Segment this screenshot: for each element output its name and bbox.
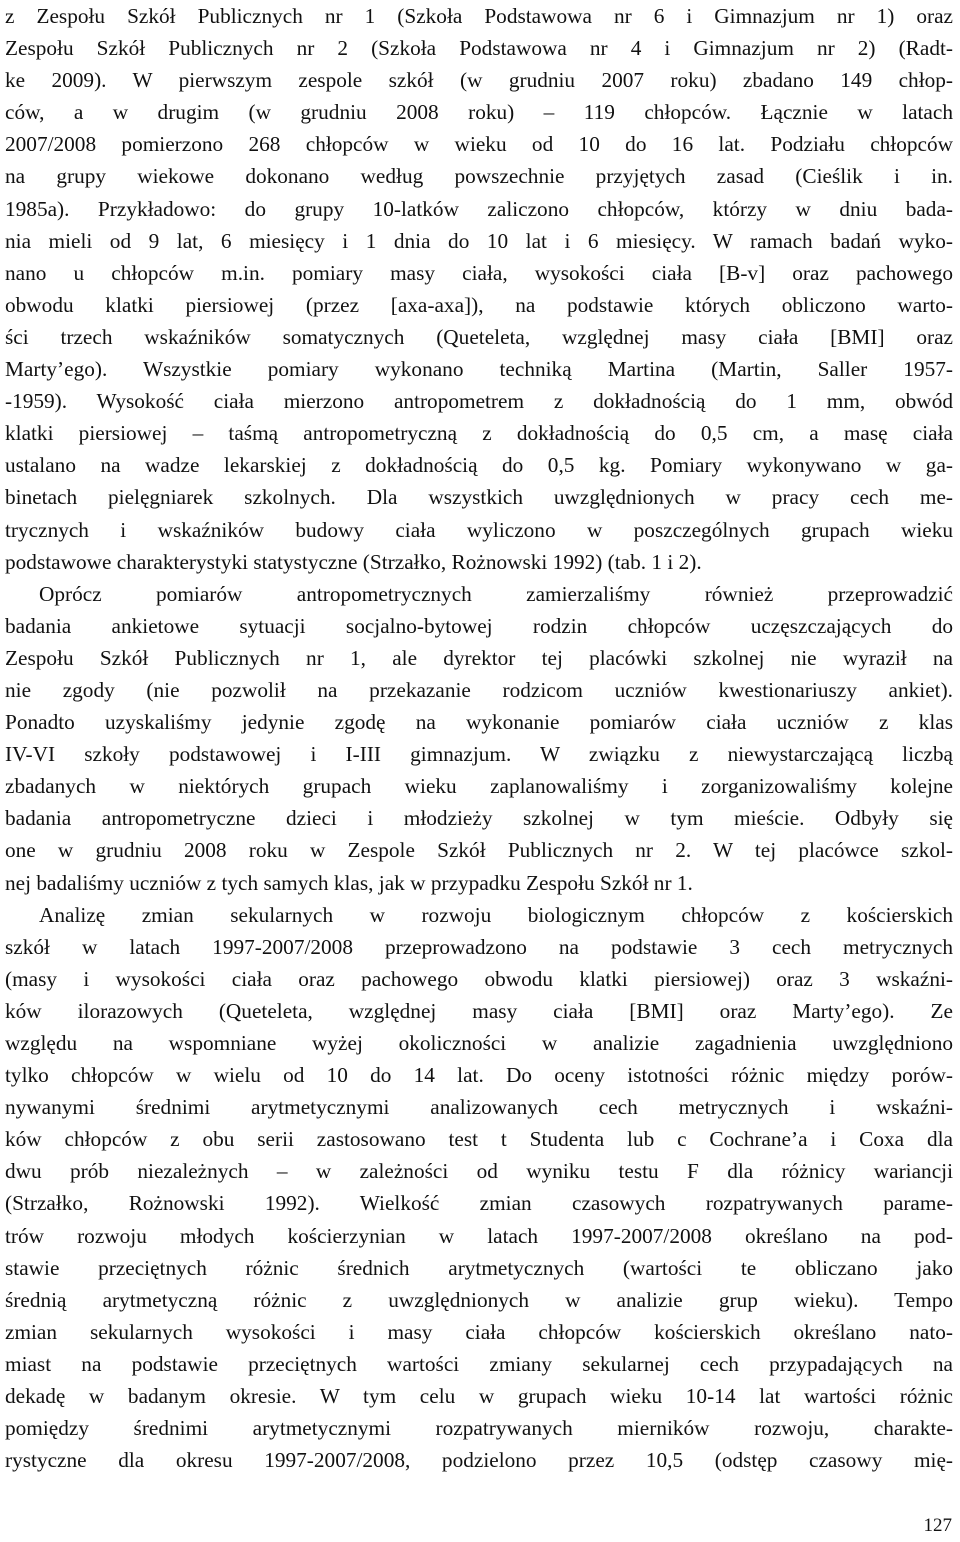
text-line: dwu prób niezależnych – w zależności od wyniku testu F dla różnicy wariancji: [5, 1159, 953, 1184]
text-line: względu na wspomniane wyżej okoliczności w analizie zagadnienia uwzględniono: [5, 1031, 953, 1055]
body-text: [5, 0, 953, 1476]
text-line: nej badaliśmy uczniów z tych samych klas, jak w przypadku Zespołu Szkół nr 1.: [5, 870, 693, 895]
page-number: 127: [923, 1515, 952, 1536]
text-line: ustalano na wadze lekarskiej z dokładnością do 0,5 kg. Pomiary wykonywano w ga-: [5, 453, 953, 478]
text-line: ke 2009). W pierwszym zespole szkół (w grudniu 2007 roku) zbadano 149 chłop-: [5, 68, 953, 93]
text-line: pomiędzy średnimi arytmetycznymi rozpatrywanych mierników rozwoju, charakte-: [5, 1416, 953, 1441]
text-line: 1985a). Przykładowo: do grupy 10-latków zaliczono chłopców, którzy w dniu bada-: [5, 196, 953, 221]
text-line: zbadanych w niektórych grupach wieku zaplanowaliśmy i zorganizowaliśmy kolejne: [5, 774, 953, 799]
text-line: trycznych i wskaźników budowy ciała wyliczono w poszczególnych grupach wieku: [5, 517, 953, 542]
text-line: średnią arytmetyczną różnic z uwzględnionych w analizie grup wieku). Tempo: [5, 1287, 953, 1312]
text-line: zmian sekularnych wysokości i masy ciała chłopców kościerskich określano nato-: [5, 1319, 953, 1344]
text-line: podstawowe charakterystyki statystyczne (Strzałko, Rożnowski 1992) (tab. 1 i 2).: [5, 549, 702, 574]
text-line: ków ilorazowych (Queteleta, względnej masy ciała [BMI] oraz Marty’ego). Ze: [5, 998, 953, 1023]
text-line: obwodu klatki piersiowej (przez [axa-axa]), na podstawie których obliczono warto-: [5, 292, 953, 317]
text-line: dekadę w badanym okresie. W tym celu w grupach wieku 10-14 lat wartości różnic: [5, 1384, 953, 1409]
text-line: ków chłopców z obu serii zastosowano test t Studenta lub c Cochrane’a i Coxa dla: [5, 1127, 953, 1152]
text-line: klatki piersiowej – taśmą antropometryczną z dokładnością do 0,5 cm, a masę ciała: [5, 421, 953, 446]
text-line: Marty’ego). Wszystkie pomiary wykonano techniką Martina (Martin, Saller 1957-: [5, 357, 953, 382]
text-line: binetach pielęgniarek szkolnych. Dla wszystkich uwzględnionych w pracy cech me-: [5, 485, 953, 510]
text-line: trów rozwoju młodych kościerzynian w latach 1997-2007/2008 określano na pod-: [5, 1223, 953, 1248]
paragraph: [5, 0, 953, 578]
text-line: Analizę zmian sekularnych w rozwoju biologicznym chłopców z kościerskich: [39, 902, 953, 927]
text-line: nywanymi średnimi arytmetycznymi analizowanych cech metrycznych i wskaźni-: [5, 1095, 953, 1120]
text-line: one w grudniu 2008 roku w Zespole Szkół Publicznych nr 2. W tej placówce szkol-: [5, 838, 953, 863]
text-line: Zespołu Szkół Publicznych nr 2 (Szkoła Podstawowa nr 4 i Gimnazjum nr 2) (Radt-: [5, 36, 953, 61]
text-line: miast na podstawie przeciętnych wartości zmiany sekularnej cech przypadających na: [5, 1351, 953, 1376]
text-line: tylko chłopców w wielu od 10 do 14 lat. Do oceny istotności różnic między porów-: [5, 1063, 953, 1088]
text-line: nia mieli od 9 lat, 6 miesięcy i 1 dnia do 10 lat i 6 miesięcy. W ramach badań wyko-: [5, 228, 953, 253]
text-line: Oprócz pomiarów antropometrycznych zamierzaliśmy również przeprowadzić: [39, 581, 953, 606]
text-line: nano u chłopców m.in. pomiary masy ciała, wysokości ciała [B-v] oraz pachowego: [5, 260, 953, 285]
text-line: Zespołu Szkół Publicznych nr 1, ale dyrektor tej placówki szkolnej nie wyraził na: [5, 645, 953, 670]
text-line: na grupy wiekowe dokonano według powszechnie przyjętych zasad (Cieślik i in.: [5, 164, 953, 189]
text-line: stawie przeciętnych różnic średnich arytmetycznych (wartości te obliczano jako: [5, 1255, 953, 1280]
paragraph: [5, 899, 953, 1477]
text-line: ców, a w drugim (w grudniu 2008 roku) – 119 chłopców. Łącznie w latach: [5, 100, 953, 125]
text-line: (Strzałko, Rożnowski 1992). Wielkość zmian czasowych rozpatrywanych parame-: [5, 1191, 953, 1216]
document-page: [5, 0, 953, 1476]
paragraph: [5, 578, 953, 899]
text-line: badania ankietowe sytuacji socjalno-bytowej rodzin chłopców uczęszczających do: [5, 613, 953, 638]
text-line: nie zgody (nie pozwolił na przekazanie rodzicom uczniów kwestionariuszy ankiet).: [5, 677, 953, 702]
text-line: -1959). Wysokość ciała mierzono antropometrem z dokładnością do 1 mm, obwód: [5, 389, 953, 414]
text-line: szkół w latach 1997-2007/2008 przeprowadzono na podstawie 3 cech metrycznych: [5, 934, 953, 959]
text-line: IV-VI szkoły podstawowej i I-III gimnazjum. W związku z niewystarczającą liczbą: [5, 742, 953, 767]
text-line: (masy i wysokości ciała oraz pachowego obwodu klatki piersiowej) oraz 3 wskaźni-: [5, 966, 953, 991]
text-line: ści trzech wskaźników somatycznych (Queteleta, względnej masy ciała [BMI] oraz: [5, 324, 953, 349]
text-line: 2007/2008 pomierzono 268 chłopców w wieku od 10 do 16 lat. Podziału chłopców: [5, 132, 953, 157]
text-line: Ponadto uzyskaliśmy jedynie zgodę na wykonanie pomiarów ciała uczniów z klas: [5, 710, 953, 735]
text-line: badania antropometryczne dzieci i młodzieży szkolnej w tym mieście. Odbyły się: [5, 806, 953, 831]
text-line: rystyczne dla okresu 1997-2007/2008, podzielono przez 10,5 (odstęp czasowy mię-: [5, 1448, 953, 1473]
text-line: z Zespołu Szkół Publicznych nr 1 (Szkoła Podstawowa nr 6 i Gimnazjum nr 1) oraz: [5, 4, 953, 28]
